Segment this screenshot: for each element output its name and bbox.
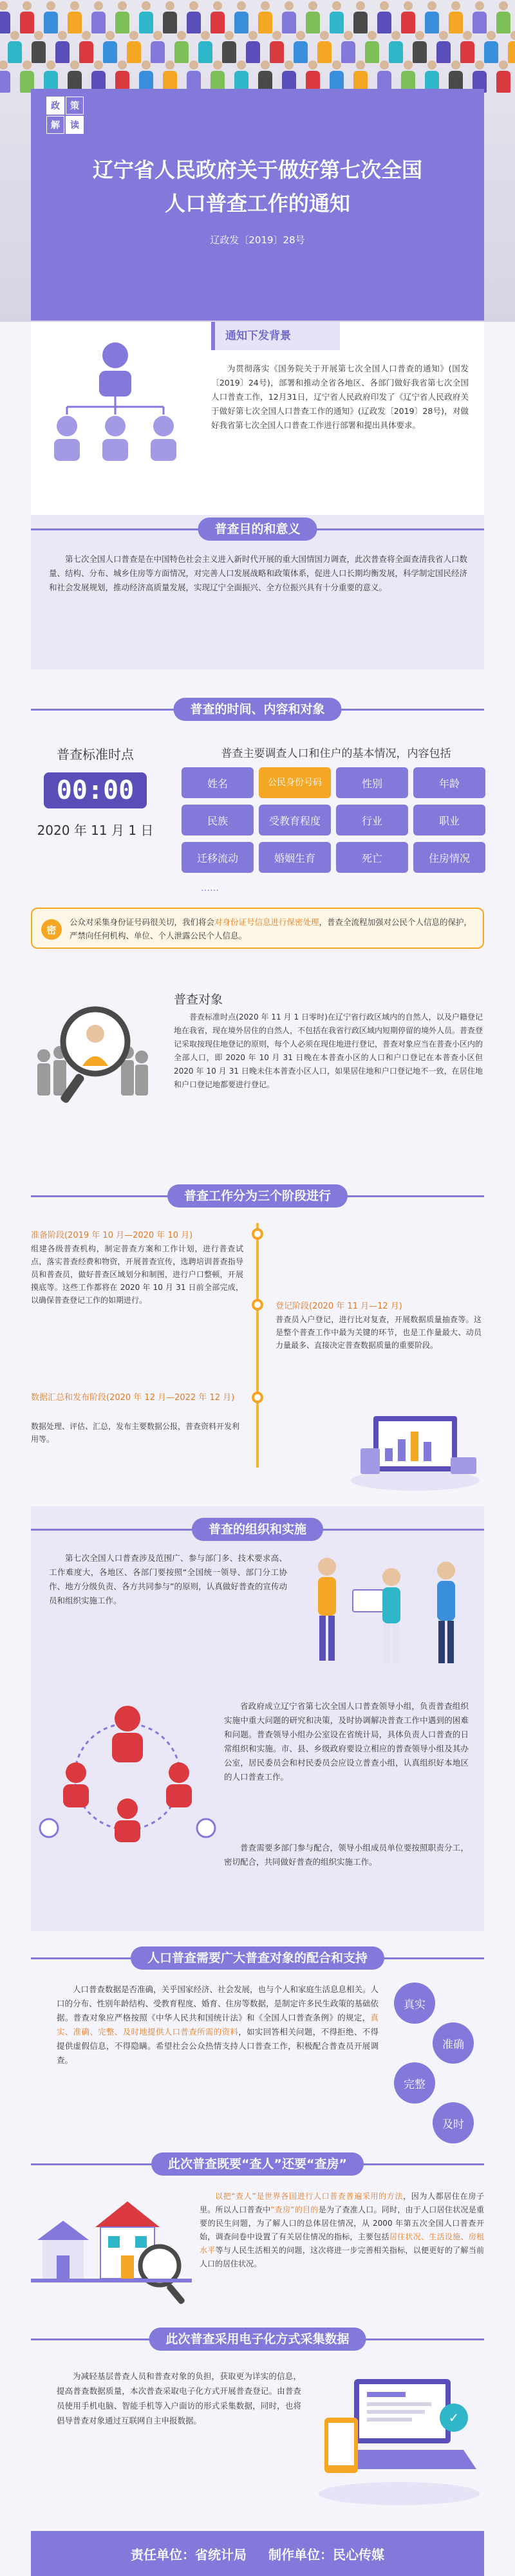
crowd-person-figure [508, 31, 515, 63]
time-content-section [0, 682, 515, 1171]
time-header [0, 695, 515, 723]
crowd-person-figure [44, 1, 58, 33]
crowd-person-figure [246, 31, 260, 63]
census-item: 住房情况 [413, 842, 485, 873]
background-label: 通知下发背景 [211, 322, 340, 350]
tag-char: 策 [66, 97, 84, 115]
object-label: 普查对象 [174, 993, 223, 1007]
hierarchy-people-icon [37, 1693, 218, 1847]
crowd-person-figure [44, 61, 58, 93]
electronic-section [0, 2317, 515, 2530]
page-title [31, 153, 484, 220]
team-people-icon [301, 1551, 475, 1674]
stage3-title: 数据汇总和发布阶段(2020 年 12 月—2022 年 12 月) [31, 1393, 235, 1403]
org-text-2: 省政府成立辽宁省第七次全国人口普查领导小组，负责普查组织实施中重大问题的研究和决策，及时协调解决普查工作中遇到的困难和问题。普查领导小组办公室设在省统计局，具体负责人口普查的日常组织和实施。市、县、乡级政府要设立相应的普查领导小组及其办公室，居民委员会和村民委员会应设立普查小组，认真组织好本地区的人口普查工作。 [224, 1701, 469, 1782]
stage2-text: 普查员入户登记，进行比对复查，开展数据质量抽查等。这是整个普查工作中最为关键的环节，也是工作量最大、动员力量最多、直接决定普查数据质量的重要阶段。 [276, 1315, 482, 1350]
footer-credits [31, 2531, 484, 2576]
privacy-text [70, 915, 475, 942]
cooperation-text-post: ，如实回答相关问题，不得拒绝、不得提供虚假信息，不得隐瞒。希望社会公众热情支持人口普查工作，积极配合普查员开展调查。 [57, 2027, 379, 2065]
crowd-person-figure [234, 1, 248, 33]
census-item: 民族 [182, 805, 254, 835]
house-magnifier-icon [31, 2189, 192, 2311]
org-label: 普查的组织和实施 [192, 1518, 323, 1541]
census-item: 年龄 [413, 767, 485, 798]
crowd-person-figure [460, 31, 474, 63]
person-house-highlight-2: “查房”的目的 [270, 2205, 319, 2214]
timeline-line [256, 1223, 259, 1468]
crowd-person-figure [163, 61, 177, 93]
person-house-text-2: 是为了查准人口。同时，由于人口居住状况是重要的民生问题，为了解人口的总体居住情况，从 2000 年第五次全国人口普查开始，调查问卷中设置了有关居住情况的指标，主要包括 [200, 2205, 484, 2241]
privacy-note [31, 908, 484, 949]
policy-interpretation-tag [46, 97, 85, 135]
tag-char: 政 [46, 97, 64, 115]
crowd-person-figure [425, 1, 439, 33]
privacy-text-pre: 公众对采集身份证号码很关切，我们将会 [70, 917, 215, 927]
crowd-person-figure [115, 1, 129, 33]
purpose-section [31, 515, 484, 669]
crowd-person-figure [79, 31, 93, 63]
title-line-2: 人口普查工作的通知 [164, 191, 350, 216]
crowd-person-figure [115, 61, 129, 93]
org-chart-icon [41, 336, 189, 465]
crowd-person-figure [330, 61, 344, 93]
stages-header [0, 1182, 515, 1210]
keyword-circle: 准确 [433, 2022, 474, 2064]
crowd-person-figure [353, 1, 368, 33]
clock-display: 00:00 [44, 772, 147, 808]
crowd-person-figure [103, 31, 117, 63]
organization-section [31, 1506, 484, 1931]
cooperation-text [57, 1983, 379, 2067]
crowd-person-figure [55, 31, 70, 63]
org-header [0, 1515, 515, 1544]
person-house-highlight-3: 居住状况、生活设施、房租水平 [200, 2232, 484, 2255]
crowd-person-figure [389, 31, 403, 63]
person-house-text [200, 2190, 484, 2271]
crowd-person-figure [496, 61, 510, 93]
census-item: 受教育程度 [259, 805, 331, 835]
crowd-person-figure [20, 61, 34, 93]
crowd-person-figure [401, 1, 415, 33]
crowd-person-figure [436, 31, 451, 63]
person-house-highlight-1: 以把“查人”是世界各国进行人口普查普遍采用的方法 [215, 2192, 404, 2201]
electronic-text: 为减轻基层普查人员和普查对象的负担，获取更为详实的信息，提高普查数据质量，本次普查采取电子化方式开展普查登记。由普查员使用手机电脑、智能手机等入户面访的形式采集数据，同时，也将倡导普查对象通过互联网自主申报数据。 [57, 2371, 301, 2425]
crowd-person-figure [8, 31, 22, 63]
magnifier-crowd-icon [31, 985, 153, 1120]
crowd-person-figure [306, 1, 320, 33]
computer-chart-icon [348, 1403, 483, 1493]
crowd-person-figure [127, 31, 141, 63]
keyword-circle: 真实 [394, 1983, 435, 2024]
crowd-person-figure [91, 1, 106, 33]
crowd-person-figure [222, 31, 236, 63]
crowd-person-figure [187, 1, 201, 33]
stages-label: 普查工作分为三个阶段进行 [167, 1184, 348, 1208]
electronic-label: 此次普查采用电子化方式采集数据 [149, 2328, 366, 2351]
cooperation-section [0, 1944, 515, 2156]
crowd-person-figure [294, 31, 308, 63]
privacy-text-post: ，普查全流程加强对公民个人信息的保护，严禁向任何机构、单位、个人泄露公民个人信息。 [70, 917, 473, 940]
census-item: 迁移流动 [182, 842, 254, 873]
crowd-person-figure [306, 61, 320, 93]
crowd-person-figure [163, 1, 177, 33]
census-item: 死亡 [336, 842, 408, 873]
crowd-person-figure [496, 1, 510, 33]
person-house-section [0, 2150, 515, 2330]
census-item: 性别 [336, 767, 408, 798]
crowd-person-figure [341, 31, 355, 63]
standard-time-label: 普查标准时点 [57, 747, 134, 762]
timeline-dot [252, 1299, 263, 1311]
lock-icon: 密 [41, 919, 62, 940]
crowd-person-figure [365, 31, 379, 63]
purpose-header [0, 515, 515, 543]
crowd-person-figure [258, 1, 272, 33]
crowd-person-figure [20, 1, 34, 33]
crowd-person-figure [234, 61, 248, 93]
producer-unit: 制作单位：民心传媒 [268, 2546, 384, 2562]
stage2-title: 登记阶段(2020 年 11 月—12 月) [276, 1302, 402, 1311]
timeline-dot [252, 1228, 263, 1240]
crowd-person-figure [174, 31, 189, 63]
crowd-person-figure [317, 31, 332, 63]
content-label: 普查主要调查人口和住户的基本情况，内容包括 [221, 747, 451, 760]
org-text-3: 普查需要多部门参与配合，领导小组成员单位要按照职责分工，密切配合，共同做好普查的组织实施工作。 [224, 1843, 469, 1867]
stage1-text: 组建各级普查机构，制定普查方案和工作计划，进行普查试点，落实普查经费和物资，开展普查宣传，选聘培训普查指导员和普查员，做好普查区域划分和制图，进行户口整顿，开展摸底等。这些工作都将在 2020 年 10 月 31 日前全部完成，以确保普查登记工作的如期进行。 [31, 1244, 243, 1305]
title-line-1: 辽宁省人民政府关于做好第七次全国 [92, 158, 422, 182]
crowd-person-figure [449, 1, 463, 33]
cooperation-label: 人口普查需要广大普查对象的配合和支持 [131, 1946, 384, 1970]
census-item: 姓名 [182, 767, 254, 798]
stage1-title: 准备阶段(2019 年 10 月—2020 年 10 月) [31, 1231, 193, 1240]
timeline-dot [252, 1392, 263, 1403]
crowd-person-figure [449, 61, 463, 93]
ellipsis: …… [201, 883, 219, 893]
census-item: 公民身份号码 [259, 767, 331, 798]
census-item: 职业 [413, 805, 485, 835]
tag-char: 解 [46, 116, 64, 134]
document-number: 辽政发〔2019〕28号 [210, 234, 305, 246]
crowd-person-figure [139, 61, 153, 93]
footer [31, 2531, 484, 2576]
person-house-text-3: 等与人民生活相关的问题，这次将进一步完善相关指标，以便更好的了解当前人口的居住状况。 [200, 2246, 484, 2268]
svg-text:✓: ✓ [448, 2410, 460, 2425]
stage3-text: 数据处理、评估、汇总，发布主要数据公报，普查资料开发利用等。 [31, 1422, 240, 1444]
person-house-header [0, 2150, 515, 2178]
crowd-person-figure [32, 31, 46, 63]
purpose-text: 第七次全国人口普查是在中国特色社会主义进入新时代开展的重大国情国力调查，此次普查将全面查清我省人口数量、结构、分布、城乡住房等方面情况，对完善人口发展战略和政策体系，促进人口长期均衡发展，科学制定国民经济和社会发展规划，推动经济高质量发展，实现辽宁全面振兴、全方位振兴具有十分重要的意义。 [49, 554, 468, 592]
crowd-person-figure [377, 1, 391, 33]
purpose-label: 普查目的和意义 [198, 518, 317, 541]
crowd-person-figure [91, 61, 106, 93]
crowd-person-figure [401, 61, 415, 93]
cooperation-text-pre: 人口普查数据是否准确，关乎国家经济、社会发展，也与个人和家庭生活息息相关。人口的分布、性别年龄结构、受教育程度、婚育、住房等数据，是制定许多民生政策的基础依据。普查对象应严格按照《中华人民共和国统计法》和《全国人口普查条例》的规定， [57, 1984, 379, 2022]
keyword-circle: 完整 [394, 2062, 435, 2104]
census-item: 行业 [336, 805, 408, 835]
cooperation-text-highlight: 真实、准确、完整、及时地提供人口普查所需的资料 [57, 2013, 379, 2037]
background-text: 为贯彻落实《国务院关于开展第七次全国人口普查的通知》(国发〔2019〕24号)，部署和推动全省各地区、各部门做好我省第七次全国人口普查工作，12月31日，辽宁省人民政府印发了《辽宁省人民政府关于做好第七次全国人口普查工作的通知》(辽政发〔2019〕28号)，对做好我省第七次全国人口普查工作进行部署和提出具体要求。 [211, 364, 469, 430]
crowd-person-figure [353, 61, 368, 93]
person-house-text-1: ，因为人都居住在房子里。所以人口普查中 [200, 2192, 484, 2214]
crowd-person-figure [211, 61, 225, 93]
crowd-person-figure [151, 31, 165, 63]
person-house-label: 此次普查既要“查人”还要“查房” [151, 2152, 364, 2176]
tag-char: 读 [66, 116, 84, 134]
keyword-circle: 及时 [433, 2102, 474, 2143]
crowd-person-figure [413, 31, 427, 63]
time-label: 普查的时间、内容和对象 [173, 698, 341, 721]
responsible-unit: 责任单位：省统计局 [131, 2546, 247, 2562]
crowd-person-figure [330, 1, 344, 33]
laptop-tablet-icon [315, 2360, 483, 2508]
standard-date: 2020 年 11 月 1 日 [37, 823, 154, 838]
crowd-person-figure [258, 61, 272, 93]
crowd-person-figure [211, 1, 225, 33]
object-text: 普查标准时点(2020 年 11 月 1 日零时)在辽宁省行政区域内的自然人，以及户籍登记地在我省，现在境外居住的自然人，不包括在我省行政区域内短期停留的境外人员。普查登记采取按现住地登记的原则，每个人必须在现住地进行登记，普查对象应当在普查小区内的全部人口，即 2020 年 10 月 31 日晚在本普查小区的人口和户口登记在本普查小区但 2020 年 10 月 31 日晚未住本普查小区人口，如果居住地和户口登记地不一致，在居住地和户口登记地都要进行登记。 [174, 1013, 483, 1089]
crowd-person-figure [0, 1, 10, 33]
header-banner [0, 0, 515, 322]
crowd-person-figure [187, 61, 201, 93]
crowd-person-figure [139, 1, 153, 33]
crowd-person-figure [473, 61, 487, 93]
crowd-person-figure [282, 61, 296, 93]
background-section [31, 322, 484, 515]
crowd-person-figure [425, 61, 439, 93]
census-item: 婚姻生育 [259, 842, 331, 873]
org-text-1: 第七次全国人口普查涉及范围广、参与部门多、技术要求高、工作难度大，各地区、各部门要按照“全国统一领导、部门分工协作、地方分级负责、各方共同参与”的原则，认真做好普查的宣传动员和组织实施工作。 [49, 1553, 287, 1605]
electronic-header [0, 2325, 515, 2353]
crowd-person-figure [473, 1, 487, 33]
crowd-person-figure [377, 61, 391, 93]
stages-section [0, 1171, 515, 1506]
crowd-person-figure [270, 31, 284, 63]
crowd-person-figure [282, 1, 296, 33]
crowd-person-figure [68, 61, 82, 93]
cooperation-header [0, 1944, 515, 1972]
crowd-person-figure [198, 31, 212, 63]
crowd-person-figure [0, 61, 10, 93]
crowd-person-figure [484, 31, 498, 63]
privacy-text-highlight: 对身份证号信息进行保密处理 [214, 917, 319, 927]
crowd-person-figure [68, 1, 82, 33]
